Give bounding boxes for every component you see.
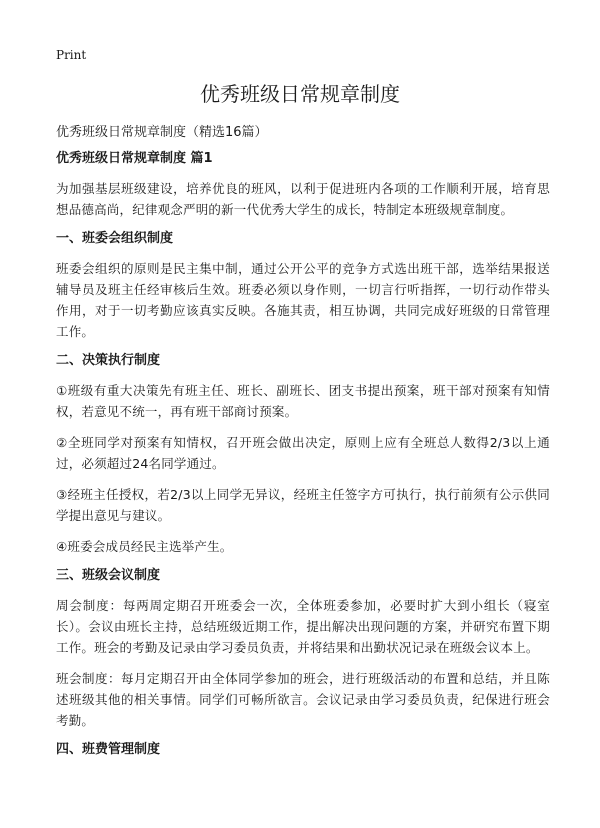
section-heading-4: 四、班费管理制度 [56,742,161,757]
intro-paragraph: 为加强基层班级建设，培养优良的班风，以利于促进班内各项的工作顺利开展，培育思想品德高尚，纪律观念严明的新一代优秀大学生的成长，特制定本班级规章制度。 [56,181,550,217]
section-2-paragraph-4: ④班委会成员经民主选举产生。 [56,539,233,554]
section-heading-2: 二、决策执行制度 [56,353,161,368]
section-heading-3: 三、班级会议制度 [56,568,161,583]
section-2-paragraph-3: ③经班主任授权，若2/3以上同学无异议，经班主任签字方可执行，执行前须有公示供同学提出意见与建议。 [56,487,550,523]
section-3-paragraph-1: 周会制度：每两周定期召开班委会一次，全体班委参加，必要时扩大到小组长（寝室长）。会议由班长主持，总结班级近期工作，提出解决出现问题的方案，并研究布置下期工作。班会的考勤及记录由学习委员负责，并将结果和出勤状况记录在班级会议本上。 [56,598,550,655]
section-1-paragraph-1: 班委会组织的原则是民主集中制，通过公开公平的竞争方式选出班干部，选举结果报送辅导员及班主任经审核后生效。班委必须以身作则，一切言行听指挥，一切行动作带头作用，对于一切考勤应该真实反映。各施其责，相互协调，共同完成好班级的日常管理工作。 [56,261,550,339]
document-subtitle: 优秀班级日常规章制度（精选16篇） [56,125,268,140]
section-2-paragraph-2: ②全班同学对预案有知情权，召开班会做出决定，原则上应有全班总人数得2/3以上通过，必须超过24名同学通过。 [56,435,550,471]
section-heading-1: 一、班委会组织制度 [56,231,174,246]
article-heading: 优秀班级日常规章制度 篇1 [56,151,213,166]
page-title: 优秀班级日常规章制度 [200,82,400,106]
print-link[interactable]: Print [56,48,87,62]
section-3-paragraph-2: 班会制度：每月定期召开由全体同学参加的班会，进行班级活动的布置和总结，并且陈述班级其他的相关事情。同学们可畅所欲言。会议记录由学习委员负责，纪保进行班会考勤。 [56,671,550,728]
section-2-paragraph-1: ①班级有重大决策先有班主任、班长、副班长、团支书提出预案，班干部对预案有知情权，若意见不统一，再有班干部商讨预案。 [56,383,550,419]
document-body [56,150,550,769]
